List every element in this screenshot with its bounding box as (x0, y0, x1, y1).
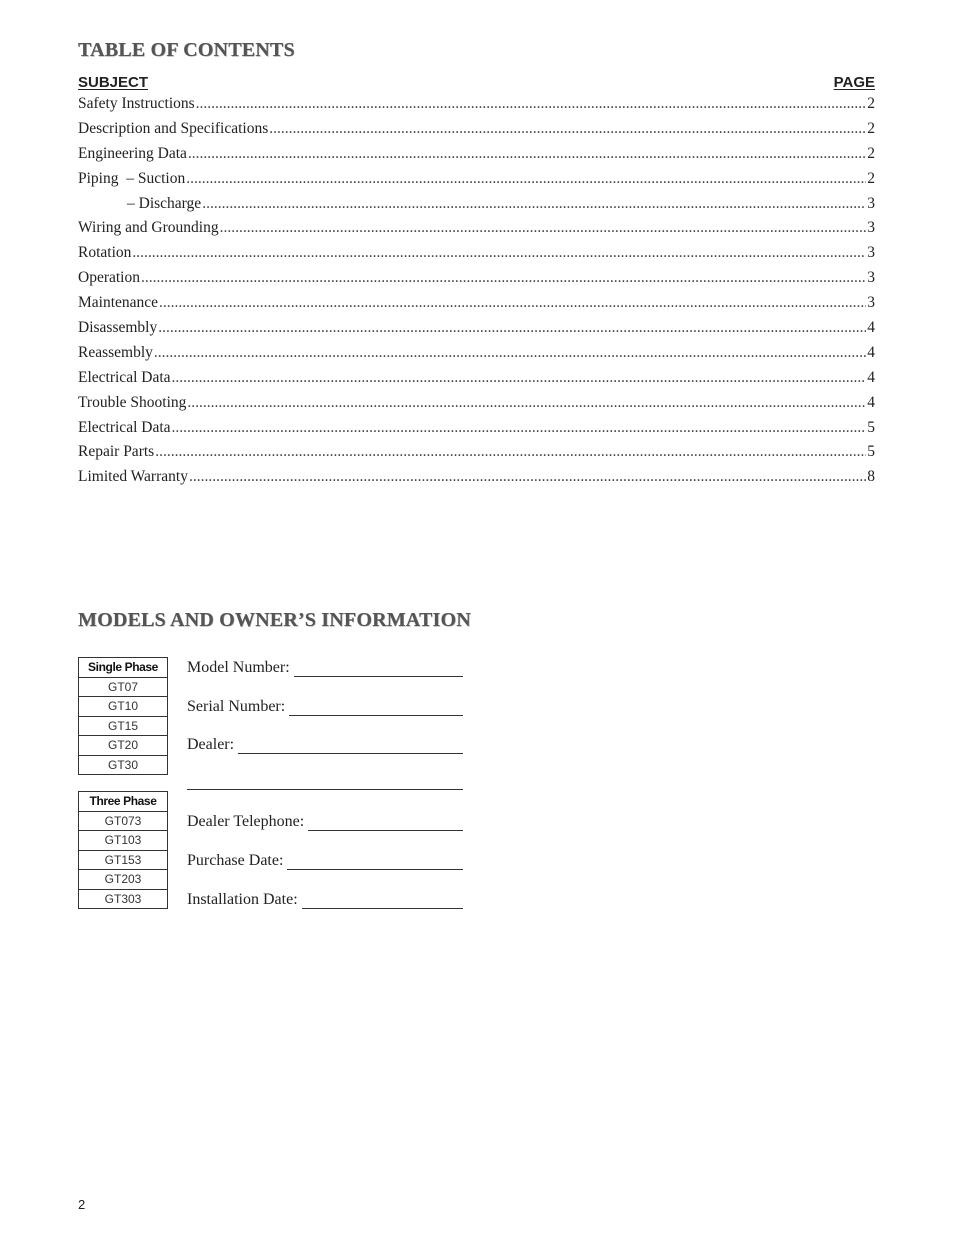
model-cell: GT15 (79, 716, 168, 736)
toc-entry-label: Disassembly (78, 319, 158, 337)
toc-entry[interactable] (78, 269, 875, 294)
dot-leader (188, 145, 866, 163)
toc-entry[interactable] (78, 219, 875, 244)
subject-header: SUBJECT (78, 74, 149, 91)
toc-entry[interactable] (78, 170, 875, 195)
dealer-telephone-label: Dealer Telephone: (187, 813, 305, 830)
toc-entry[interactable] (78, 145, 875, 170)
dot-leader (141, 269, 866, 287)
toc-entry-label: Safety Instructions (78, 95, 195, 112)
toc-entry-page: 4 (867, 343, 875, 361)
dealer-telephone-line[interactable] (308, 817, 463, 831)
toc-entry[interactable] (78, 120, 875, 145)
toc-entry-label: Operation (78, 269, 140, 287)
toc-entry-label: Trouble Shooting (78, 393, 187, 411)
toc-entry-page: 3 (867, 194, 875, 212)
toc-entry[interactable] (78, 319, 875, 344)
dot-leader (269, 120, 866, 138)
toc-entry-label: Limited Warranty (78, 468, 188, 486)
dot-leader (187, 394, 866, 412)
model-cell: GT20 (79, 736, 168, 756)
model-number-field[interactable] (187, 659, 463, 677)
dot-leader (159, 294, 866, 312)
dot-leader (186, 170, 866, 188)
toc-entry-page: 3 (867, 269, 875, 287)
toc-entry-label: Wiring and Grounding (78, 219, 219, 237)
serial-number-label: Serial Number: (187, 698, 286, 715)
toc-entry-page: 2 (867, 119, 875, 137)
toc-entry-page: 3 (867, 219, 875, 237)
toc-entry-label: Maintenance (78, 294, 159, 312)
toc-entry[interactable] (78, 294, 875, 319)
toc-entry[interactable] (78, 419, 875, 444)
dot-leader (158, 319, 866, 337)
toc-entry-page: 3 (867, 244, 875, 262)
toc-entry-label: Engineering Data (78, 144, 187, 162)
dot-leader (154, 344, 866, 362)
single-phase-table (78, 657, 168, 775)
dealer-label: Dealer: (187, 736, 235, 753)
model-cell: GT203 (79, 870, 168, 890)
model-number-label: Model Number: (187, 659, 290, 676)
models-title: MODELS AND OWNER’S INFORMATION (78, 609, 471, 631)
toc-entry-label: Repair Parts (78, 443, 155, 461)
dealer-field[interactable] (187, 736, 463, 754)
toc-entry[interactable] (78, 468, 875, 493)
toc-entry-label: Piping – Suction (78, 169, 186, 187)
model-cell: GT073 (79, 811, 168, 831)
toc-entry[interactable] (78, 369, 875, 394)
page-header: PAGE (833, 74, 875, 91)
toc-entry-page: 5 (867, 443, 875, 461)
toc-entry[interactable] (78, 443, 875, 468)
model-cell: GT07 (79, 677, 168, 697)
toc-entry-label: Reassembly (78, 343, 153, 361)
toc-entry[interactable] (78, 95, 875, 120)
model-number-line[interactable] (294, 663, 463, 677)
toc-list (78, 95, 875, 493)
toc-entry[interactable] (78, 244, 875, 269)
toc-entry-label: Electrical Data (78, 418, 171, 436)
three-phase-header: Three Phase (79, 792, 168, 812)
dot-leader (202, 195, 866, 213)
toc-entry-label: – Discharge (127, 194, 202, 212)
toc-column-headers (78, 74, 875, 91)
dot-leader (220, 219, 867, 237)
dot-leader (172, 419, 867, 437)
toc-entry-label: Electrical Data (78, 368, 171, 386)
serial-number-field[interactable] (187, 698, 463, 716)
serial-number-line[interactable] (289, 702, 463, 716)
dot-leader (172, 369, 867, 387)
toc-entry-page: 2 (867, 144, 875, 162)
toc-entry[interactable] (78, 394, 875, 419)
toc-entry-page: 5 (867, 418, 875, 436)
three-phase-table (78, 791, 168, 909)
page-number: 2 (78, 1197, 86, 1212)
toc-entry-page: 2 (867, 169, 875, 187)
toc-entry-page: 2 (867, 95, 875, 112)
dot-leader (196, 95, 867, 113)
toc-entry-page: 3 (867, 294, 875, 312)
dealer-telephone-field[interactable] (187, 813, 463, 831)
toc-entry[interactable] (78, 344, 875, 369)
dot-leader (132, 244, 866, 262)
toc-entry-page: 4 (867, 393, 875, 411)
purchase-date-field[interactable] (187, 852, 463, 870)
model-cell: GT103 (79, 831, 168, 851)
dealer-extra-line[interactable] (187, 789, 463, 790)
dot-leader (155, 443, 866, 461)
toc-entry-label: Description and Specifications (78, 119, 269, 137)
toc-entry-label: Rotation (78, 244, 132, 262)
toc-entry-page: 8 (867, 468, 875, 486)
single-phase-header: Single Phase (79, 658, 168, 678)
installation-date-line[interactable] (302, 895, 463, 909)
toc-entry-page: 4 (867, 368, 875, 386)
dot-leader (189, 468, 866, 486)
model-cell: GT30 (79, 755, 168, 775)
dealer-line[interactable] (238, 740, 463, 754)
purchase-date-line[interactable] (287, 856, 463, 870)
toc-title: TABLE OF CONTENTS (78, 39, 295, 61)
installation-date-label: Installation Date: (187, 891, 298, 908)
model-cell: GT303 (79, 889, 168, 909)
model-cell: GT153 (79, 850, 168, 870)
installation-date-field[interactable] (187, 891, 463, 909)
model-cell: GT10 (79, 697, 168, 717)
toc-entry[interactable] (78, 195, 875, 220)
purchase-date-label: Purchase Date: (187, 852, 284, 869)
toc-entry-page: 4 (867, 319, 875, 337)
